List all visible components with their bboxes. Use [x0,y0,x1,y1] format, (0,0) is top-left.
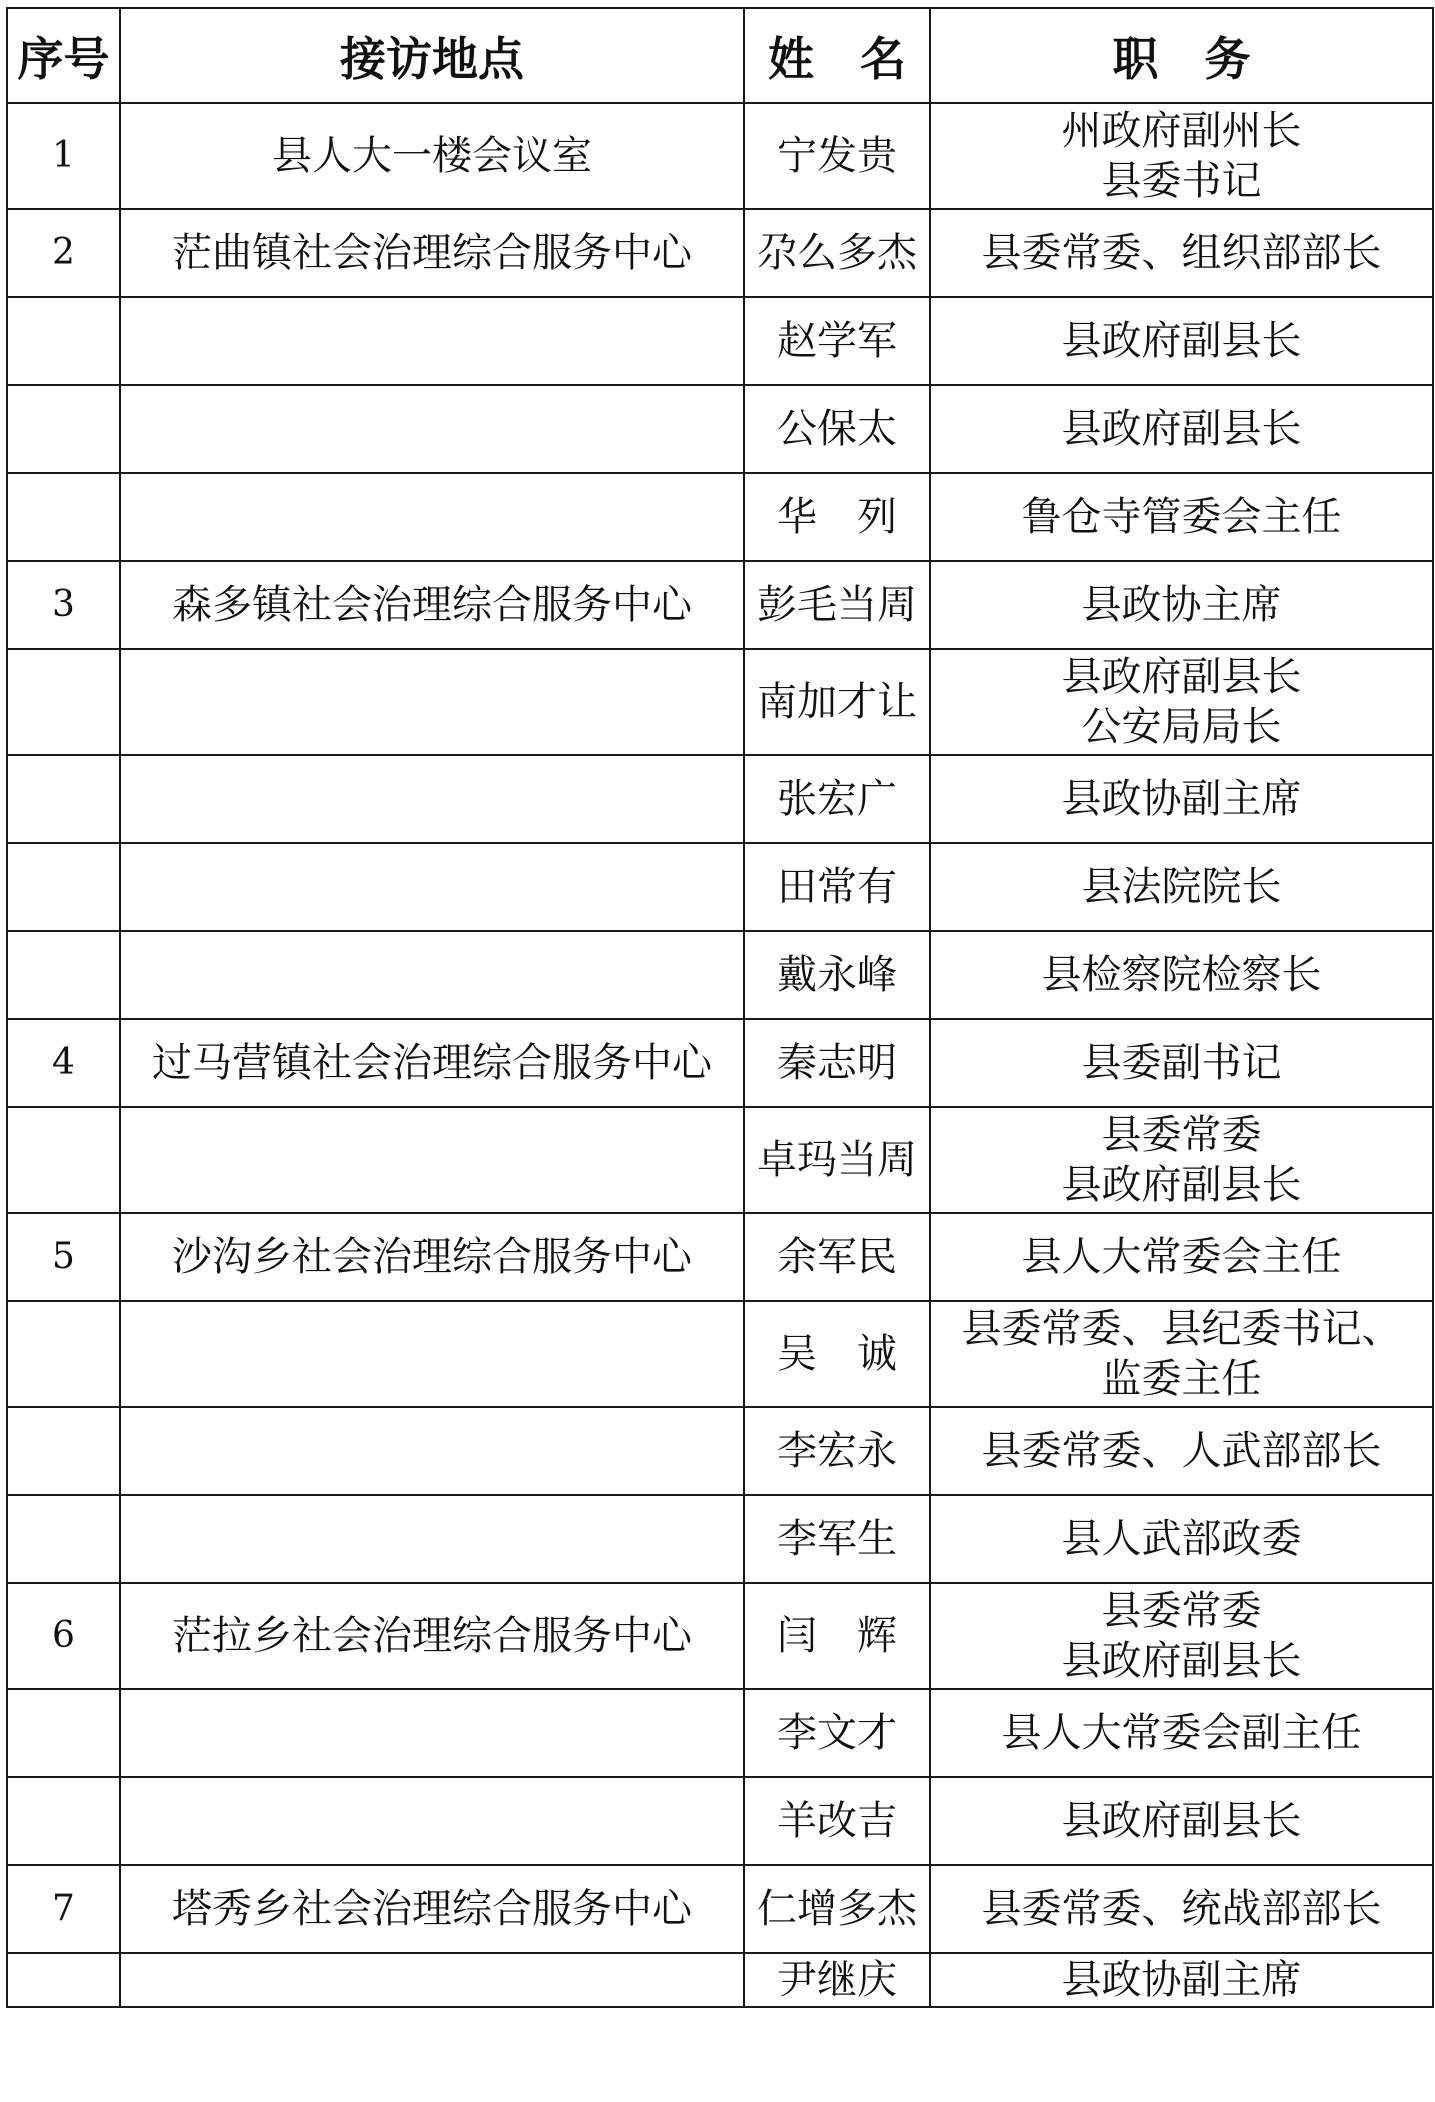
cell-name: 仁增多杰 [744,1865,930,1953]
cell-name: 田常有 [744,843,930,931]
position-line: 公安局局长 [1081,704,1282,750]
cell-name: 李军生 [744,1495,930,1583]
cell-num [7,1953,120,2007]
cell-location [120,843,744,931]
cell-location: 茫曲镇社会治理综合服务中心 [120,209,744,297]
cell-name: 戴永峰 [744,931,930,1019]
table-row [7,1407,1433,1495]
position-line: 县政府副县长 [1061,1798,1302,1844]
cell-num: 7 [7,1865,120,1953]
position-line: 县人大常委会主任 [1021,1234,1342,1280]
position-line: 鲁仓寺管委会主任 [1021,494,1342,540]
cell-location [120,931,744,1019]
position-line: 州政府副州长 [1061,108,1302,154]
cell-location [120,1301,744,1407]
position-line: 县政府副县长 [1061,406,1302,452]
cell-name: 南加才让 [744,649,930,755]
cell-num [7,473,120,561]
table-row [7,1953,1433,2007]
position-line: 县委常委 [1101,1588,1262,1634]
position-line: 县委常委、人武部部长 [981,1428,1382,1474]
table-row [7,649,1433,755]
cell-location [120,1107,744,1213]
cell-location [120,385,744,473]
cell-name: 余军民 [744,1213,930,1301]
cell-position [930,1213,1433,1301]
position-line: 监委主任 [1101,1356,1262,1402]
cell-position [930,561,1433,649]
table-row [7,1583,1433,1689]
table-row [7,1495,1433,1583]
cell-position [930,1301,1433,1407]
cell-position [930,103,1433,209]
position-line: 县政协副主席 [1061,1957,1302,2003]
cell-num [7,649,120,755]
reception-schedule-table [6,7,1434,2008]
cell-num [7,1107,120,1213]
header-name: 姓 名 [744,8,930,103]
cell-location [120,1689,744,1777]
cell-num [7,843,120,931]
position-line: 县人武部政委 [1061,1516,1302,1562]
table-row [7,103,1433,209]
cell-name: 赵学军 [744,297,930,385]
position-line: 县法院院长 [1081,864,1282,910]
cell-position [930,1953,1433,2007]
table-row [7,561,1433,649]
cell-name: 张宏广 [744,755,930,843]
table-row [7,209,1433,297]
position-line: 县检察院检察长 [1041,952,1322,998]
table-row [7,473,1433,561]
cell-num [7,1689,120,1777]
cell-num [7,1301,120,1407]
cell-num [7,385,120,473]
position-line: 县委常委、组织部部长 [981,230,1382,276]
cell-position [930,843,1433,931]
cell-num [7,297,120,385]
cell-position [930,473,1433,561]
position-line: 县政府副县长 [1061,318,1302,364]
cell-name: 尕么多杰 [744,209,930,297]
cell-location [120,297,744,385]
table-row [7,1019,1433,1107]
cell-num [7,1777,120,1865]
position-line: 县政协主席 [1081,582,1282,628]
header-location: 接访地点 [120,8,744,103]
position-line: 县政府副县长 [1061,1638,1302,1684]
cell-location [120,1495,744,1583]
table-row [7,1107,1433,1213]
cell-name: 李文才 [744,1689,930,1777]
cell-name: 公保太 [744,385,930,473]
cell-name: 彭毛当周 [744,561,930,649]
cell-num [7,1495,120,1583]
position-line: 县委书记 [1101,158,1262,204]
position-line: 县委副书记 [1081,1040,1282,1086]
cell-num [7,1407,120,1495]
cell-position [930,209,1433,297]
cell-location: 过马营镇社会治理综合服务中心 [120,1019,744,1107]
header-num: 序号 [7,8,120,103]
cell-location [120,649,744,755]
cell-num [7,931,120,1019]
table-row [7,297,1433,385]
cell-num: 2 [7,209,120,297]
position-line: 县人大常委会副主任 [1001,1710,1362,1756]
table-row [7,755,1433,843]
cell-position [930,1019,1433,1107]
position-line: 县委常委 [1101,1112,1262,1158]
cell-num: 4 [7,1019,120,1107]
table-row [7,1865,1433,1953]
cell-position [930,385,1433,473]
cell-name: 华 列 [744,473,930,561]
table-row [7,843,1433,931]
table-row [7,385,1433,473]
position-line: 县政府副县长 [1061,1162,1302,1208]
cell-num: 6 [7,1583,120,1689]
cell-position [930,297,1433,385]
cell-location: 县人大一楼会议室 [120,103,744,209]
table-row [7,1301,1433,1407]
cell-name: 李宏永 [744,1407,930,1495]
cell-name: 秦志明 [744,1019,930,1107]
cell-num [7,755,120,843]
cell-position [930,1689,1433,1777]
cell-position [930,1583,1433,1689]
cell-location: 塔秀乡社会治理综合服务中心 [120,1865,744,1953]
cell-position [930,755,1433,843]
position-line: 县委常委、县纪委书记、 [961,1306,1402,1352]
cell-location: 沙沟乡社会治理综合服务中心 [120,1213,744,1301]
table-body [7,103,1433,2007]
header-position: 职 务 [930,8,1433,103]
cell-num: 5 [7,1213,120,1301]
cell-position [930,1407,1433,1495]
cell-name: 卓玛当周 [744,1107,930,1213]
cell-position [930,1495,1433,1583]
table-row [7,1213,1433,1301]
cell-location [120,1407,744,1495]
cell-num: 1 [7,103,120,209]
cell-position [930,649,1433,755]
position-line: 县政协副主席 [1061,776,1302,822]
cell-name: 羊改吉 [744,1777,930,1865]
cell-name: 尹继庆 [744,1953,930,2007]
cell-position [930,1777,1433,1865]
cell-name: 吴 诚 [744,1301,930,1407]
header-row [7,8,1433,103]
cell-name: 宁发贵 [744,103,930,209]
cell-position [930,1865,1433,1953]
cell-location: 茫拉乡社会治理综合服务中心 [120,1583,744,1689]
cell-position [930,1107,1433,1213]
cell-location [120,1953,744,2007]
cell-num: 3 [7,561,120,649]
table-row [7,1689,1433,1777]
cell-name: 闫 辉 [744,1583,930,1689]
cell-position [930,931,1433,1019]
cell-location [120,1777,744,1865]
table-row [7,1777,1433,1865]
cell-location: 森多镇社会治理综合服务中心 [120,561,744,649]
cell-location [120,755,744,843]
position-line: 县政府副县长 [1061,654,1302,700]
position-line: 县委常委、统战部部长 [981,1886,1382,1932]
table-row [7,931,1433,1019]
cell-location [120,473,744,561]
